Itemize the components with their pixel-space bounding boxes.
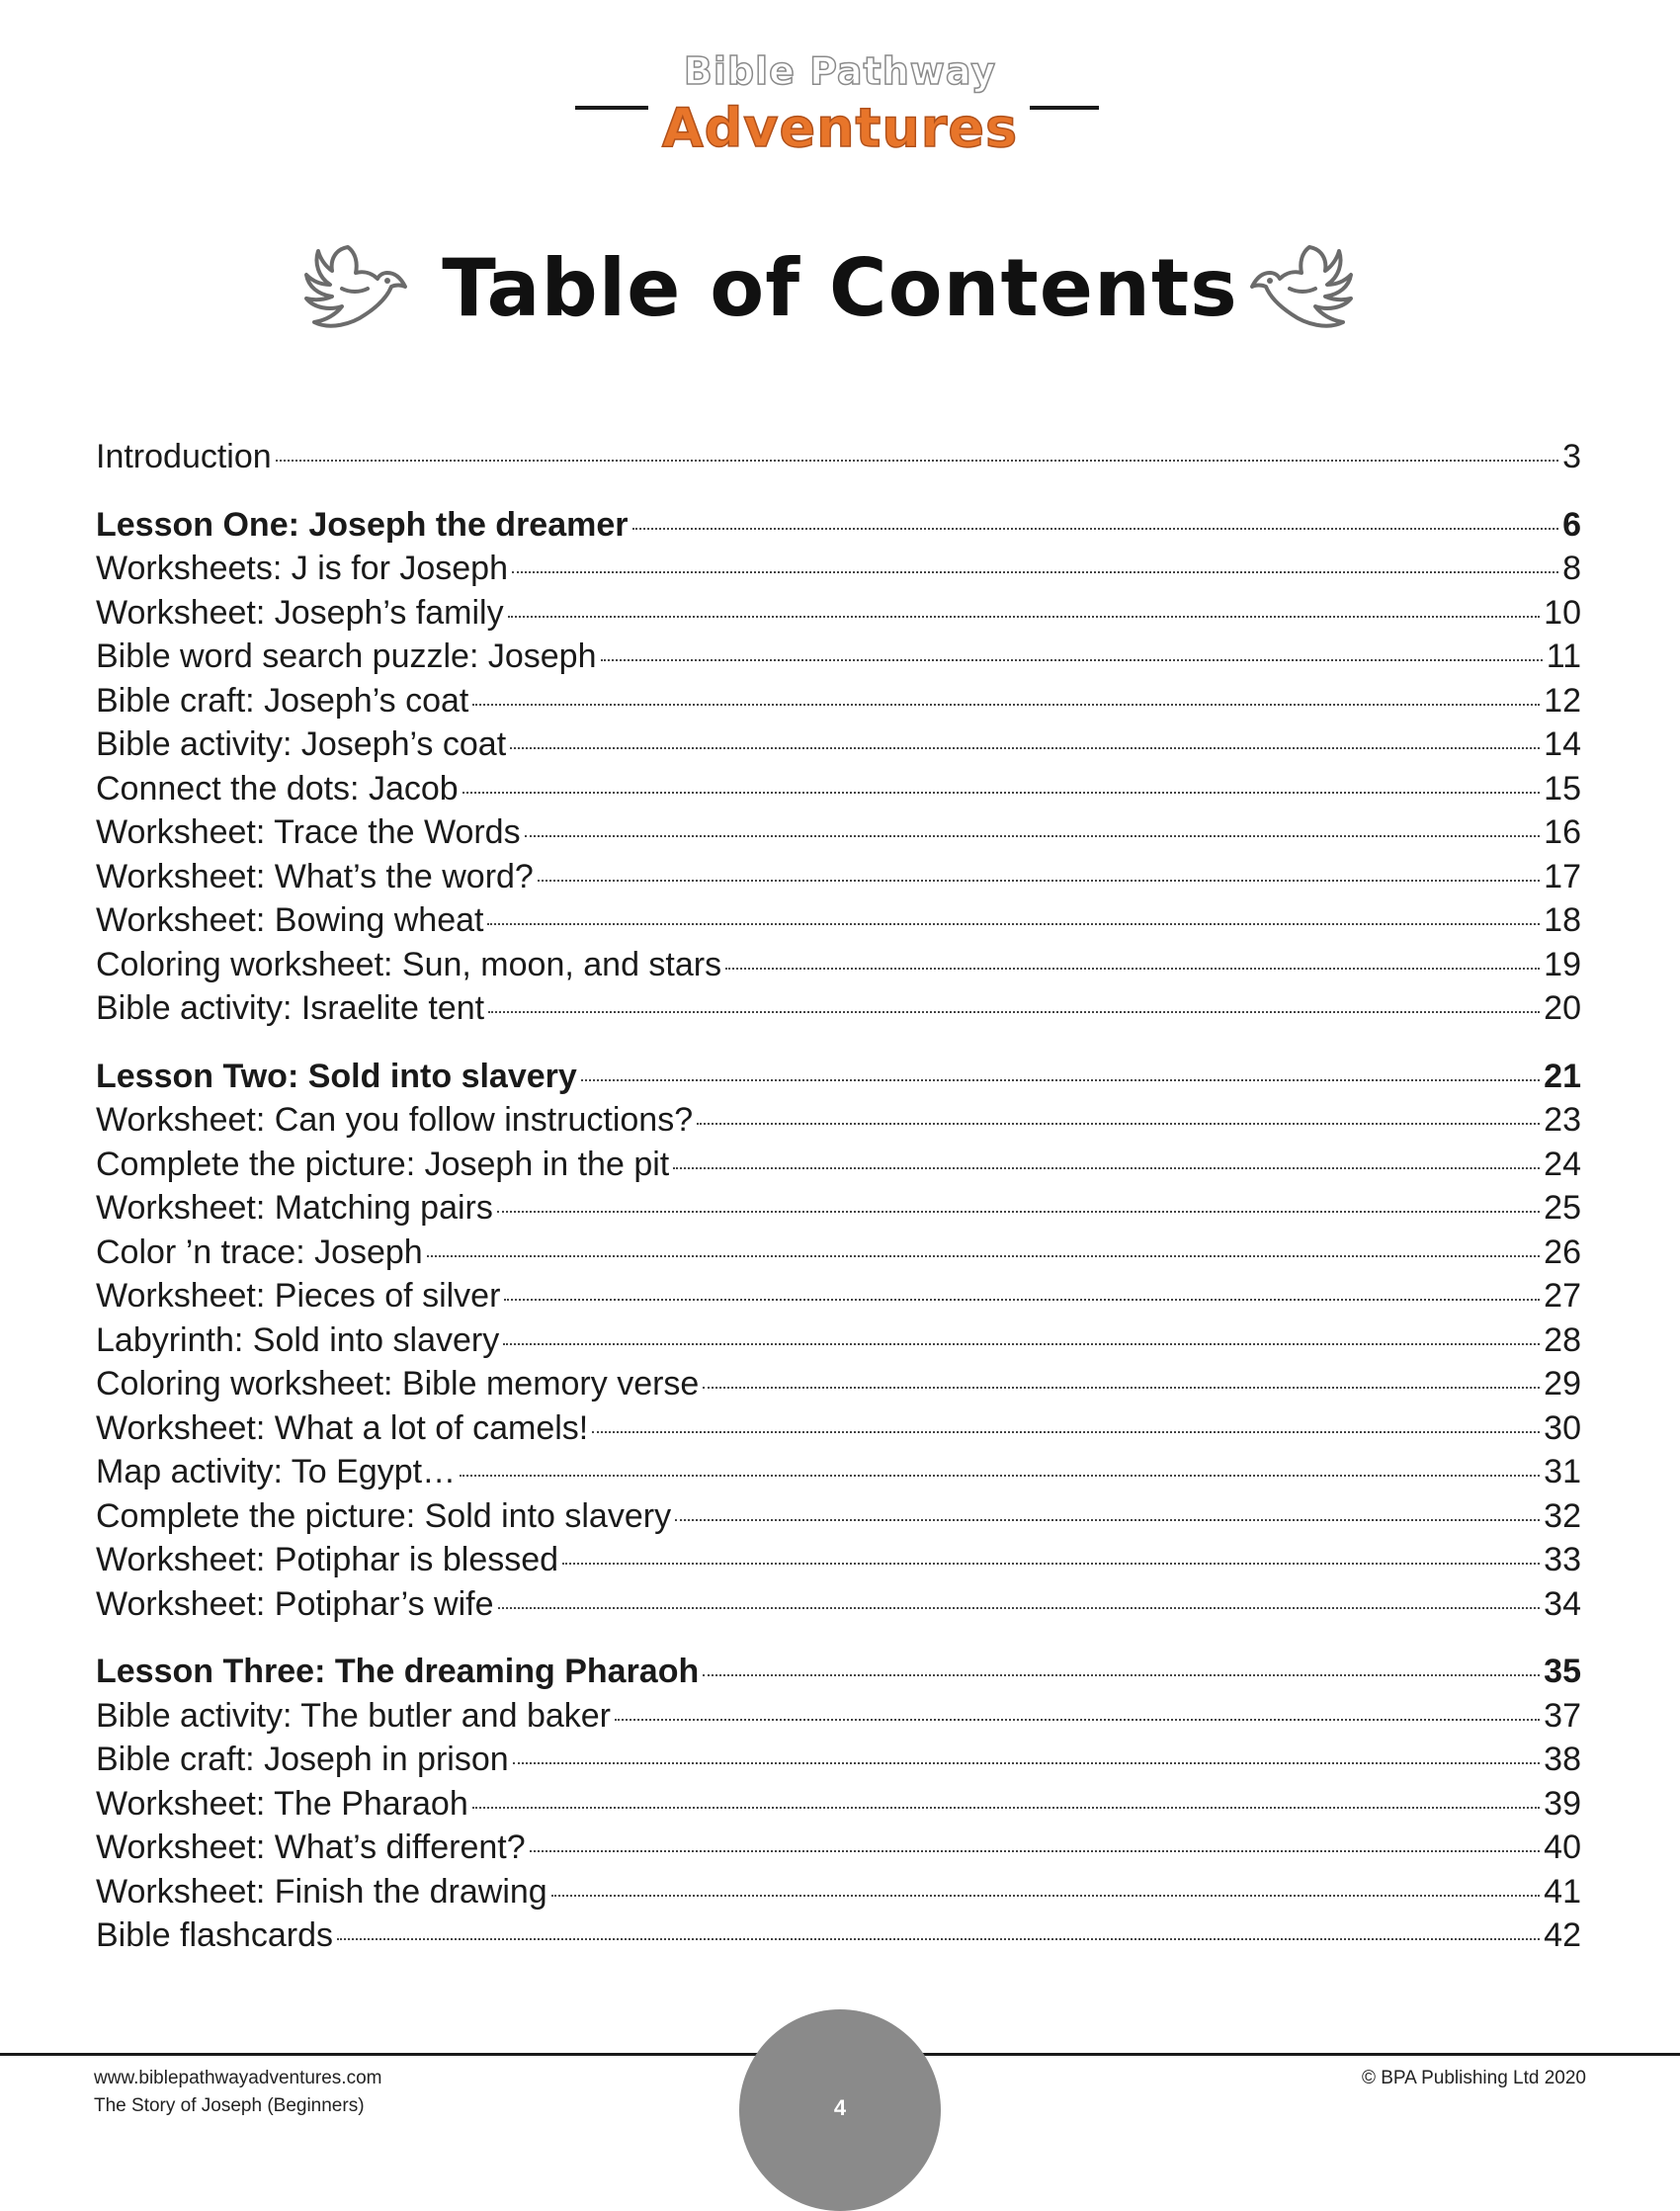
toc-entry-page: 25 bbox=[1544, 1189, 1581, 1227]
toc-entry[interactable] bbox=[96, 1694, 1581, 1739]
toc-entry[interactable] bbox=[96, 855, 1581, 899]
toc-entry[interactable] bbox=[96, 1143, 1581, 1187]
dot-leader bbox=[673, 1167, 1540, 1169]
toc-entry-label: Lesson One: Joseph the dreamer bbox=[96, 505, 629, 544]
toc-entry-label: Worksheet: Trace the Words bbox=[96, 813, 521, 851]
toc-entry-page: 35 bbox=[1544, 1653, 1581, 1690]
footer-website[interactable]: www.biblepathwayadventures.com bbox=[94, 2068, 382, 2088]
toc-entry[interactable] bbox=[96, 1870, 1581, 1914]
dot-leader bbox=[462, 792, 1540, 794]
toc-entry-label: Worksheet: Potiphar is blessed bbox=[96, 1541, 559, 1578]
dot-leader bbox=[508, 616, 1541, 618]
dot-leader bbox=[581, 1079, 1540, 1081]
dot-leader bbox=[601, 659, 1543, 661]
logo-top-text: Bible Pathway bbox=[683, 49, 997, 93]
toc-entry[interactable] bbox=[96, 723, 1581, 767]
toc-entry-label: Worksheet: Pieces of silver bbox=[96, 1277, 501, 1315]
toc-entry-page: 37 bbox=[1544, 1696, 1581, 1735]
toc-entry-label: Coloring worksheet: Sun, moon, and stars bbox=[96, 945, 722, 983]
toc-entry-page: 11 bbox=[1546, 638, 1581, 675]
toc-entry[interactable] bbox=[96, 1318, 1581, 1363]
dot-leader bbox=[632, 528, 1559, 530]
toc-entry-page: 15 bbox=[1544, 769, 1581, 808]
toc-entry-page: 16 bbox=[1544, 813, 1581, 851]
dot-leader bbox=[510, 747, 1540, 749]
toc-entry-page: 14 bbox=[1544, 725, 1581, 763]
toc-entry-page: 8 bbox=[1562, 550, 1581, 587]
toc-entry[interactable] bbox=[96, 1406, 1581, 1451]
toc-entry-page: 6 bbox=[1562, 505, 1581, 544]
toc-lesson-heading[interactable] bbox=[96, 1650, 1581, 1694]
toc-entry-page: 12 bbox=[1544, 681, 1581, 720]
toc-entry-page: 38 bbox=[1544, 1741, 1581, 1778]
toc-entry[interactable] bbox=[96, 1738, 1581, 1782]
toc-entry-label: Bible word search puzzle: Joseph bbox=[96, 638, 597, 675]
toc-entry-label: Connect the dots: Jacob bbox=[96, 769, 459, 808]
dot-leader bbox=[525, 835, 1541, 837]
dot-leader bbox=[337, 1938, 1540, 1940]
toc-entry-label: Complete the picture: Sold into slavery bbox=[96, 1496, 672, 1535]
toc-entry[interactable] bbox=[96, 1362, 1581, 1406]
dot-leader bbox=[512, 571, 1558, 573]
toc-entry[interactable] bbox=[96, 1538, 1581, 1582]
dot-leader bbox=[487, 923, 1540, 925]
toc-entry-label: Worksheet: Potiphar’s wife bbox=[96, 1584, 494, 1623]
dot-leader bbox=[551, 1895, 1540, 1897]
toc-entry-page: 33 bbox=[1544, 1541, 1581, 1578]
toc-entry[interactable] bbox=[96, 591, 1581, 636]
dot-leader bbox=[504, 1299, 1540, 1301]
toc-entry-page: 21 bbox=[1544, 1057, 1581, 1095]
toc-entry-label: Worksheets: J is for Joseph bbox=[96, 550, 508, 587]
dot-leader bbox=[675, 1519, 1540, 1521]
dot-leader bbox=[530, 1850, 1541, 1852]
toc-entry[interactable] bbox=[96, 1098, 1581, 1143]
toc-entry-label: Lesson Two: Sold into slavery bbox=[96, 1057, 577, 1095]
toc-entry[interactable] bbox=[96, 1782, 1581, 1827]
toc-entry[interactable] bbox=[96, 1231, 1581, 1275]
toc-entry-label: Worksheet: Can you follow instructions? bbox=[96, 1101, 694, 1139]
toc-entry-page: 29 bbox=[1544, 1365, 1581, 1403]
toc-entry-label: Worksheet: What a lot of camels! bbox=[96, 1408, 589, 1447]
dot-leader bbox=[562, 1563, 1540, 1565]
toc-entry-page: 17 bbox=[1544, 857, 1581, 895]
table-of-contents bbox=[96, 435, 1581, 1958]
dot-leader bbox=[538, 880, 1540, 882]
toc-entry-page: 28 bbox=[1544, 1320, 1581, 1359]
toc-entry-label: Complete the picture: Joseph in the pit bbox=[96, 1145, 670, 1183]
toc-entry[interactable] bbox=[96, 1582, 1581, 1627]
toc-entry-page: 40 bbox=[1544, 1828, 1581, 1866]
toc-entry[interactable] bbox=[96, 810, 1581, 855]
toc-entry-page: 42 bbox=[1544, 1916, 1581, 1954]
dot-leader bbox=[615, 1719, 1540, 1721]
toc-entry-page: 23 bbox=[1544, 1101, 1581, 1139]
toc-entry-label: Worksheet: Finish the drawing bbox=[96, 1872, 547, 1911]
toc-entry[interactable] bbox=[96, 679, 1581, 723]
toc-entry-page: 32 bbox=[1544, 1496, 1581, 1535]
toc-entry-label: Introduction bbox=[96, 438, 272, 475]
toc-entry-label: Bible craft: Joseph in prison bbox=[96, 1741, 509, 1778]
toc-entry-label: Color ’n trace: Joseph bbox=[96, 1233, 423, 1271]
toc-entry-label: Worksheet: Bowing wheat bbox=[96, 901, 484, 939]
toc-entry-label: Worksheet: What’s the word? bbox=[96, 857, 534, 895]
toc-entry-page: 20 bbox=[1544, 989, 1581, 1027]
dot-leader bbox=[472, 1807, 1540, 1809]
dot-leader bbox=[503, 1343, 1540, 1345]
toc-entry-label: Bible activity: Israelite tent bbox=[96, 989, 485, 1027]
toc-entry-page: 39 bbox=[1544, 1784, 1581, 1823]
dot-leader bbox=[497, 1211, 1540, 1213]
footer-book-title: The Story of Joseph (Beginners) bbox=[94, 2095, 365, 2116]
toc-entry-label: Map activity: To Egypt… bbox=[96, 1453, 457, 1490]
logo-main-text: Adventures bbox=[661, 97, 1019, 159]
dot-leader bbox=[460, 1475, 1540, 1477]
toc-entry[interactable] bbox=[96, 1826, 1581, 1870]
toc-entry-page: 41 bbox=[1544, 1872, 1581, 1911]
toc-entry[interactable] bbox=[96, 898, 1581, 943]
dot-leader bbox=[725, 968, 1540, 970]
page-title: Table of Contents bbox=[442, 242, 1238, 334]
toc-entry[interactable] bbox=[96, 1913, 1581, 1958]
toc-entry-label: Bible activity: Joseph’s coat bbox=[96, 725, 507, 763]
toc-entry[interactable] bbox=[96, 1494, 1581, 1539]
dot-leader bbox=[427, 1255, 1540, 1257]
dot-leader bbox=[488, 1011, 1540, 1013]
toc-entry[interactable] bbox=[96, 1450, 1581, 1494]
toc-entry[interactable] bbox=[96, 435, 1581, 479]
toc-entry-page: 30 bbox=[1544, 1408, 1581, 1447]
dot-leader bbox=[472, 704, 1540, 706]
toc-entry-page: 10 bbox=[1544, 593, 1581, 632]
dot-leader bbox=[592, 1431, 1540, 1433]
footer-copyright: © BPA Publishing Ltd 2020 bbox=[1361, 2068, 1586, 2088]
toc-lesson-heading[interactable] bbox=[96, 1055, 1581, 1099]
toc-entry[interactable] bbox=[96, 943, 1581, 987]
toc-entry[interactable] bbox=[96, 547, 1581, 591]
toc-entry[interactable] bbox=[96, 1186, 1581, 1231]
dot-leader bbox=[513, 1762, 1541, 1764]
toc-entry-page: 3 bbox=[1562, 438, 1581, 475]
toc-entry-label: Worksheet: The Pharaoh bbox=[96, 1784, 468, 1823]
toc-lesson-heading[interactable] bbox=[96, 503, 1581, 548]
dot-leader bbox=[697, 1123, 1540, 1125]
toc-entry-page: 31 bbox=[1544, 1453, 1581, 1490]
footer-left bbox=[94, 2065, 382, 2120]
toc-entry-page: 27 bbox=[1544, 1277, 1581, 1315]
toc-entry-label: Bible flashcards bbox=[96, 1916, 334, 1954]
page-number: 4 bbox=[833, 2095, 847, 2120]
dot-leader bbox=[498, 1607, 1541, 1609]
toc-entry[interactable] bbox=[96, 1274, 1581, 1318]
toc-entry-page: 18 bbox=[1544, 901, 1581, 939]
dove-icon bbox=[1247, 229, 1361, 348]
dot-leader bbox=[703, 1674, 1540, 1676]
toc-entry-label: Lesson Three: The dreaming Pharaoh bbox=[96, 1653, 700, 1690]
toc-entry-page: 26 bbox=[1544, 1233, 1581, 1271]
toc-entry-label: Worksheet: Joseph’s family bbox=[96, 593, 504, 632]
toc-entry-page: 19 bbox=[1544, 945, 1581, 983]
toc-entry-label: Bible activity: The butler and baker bbox=[96, 1696, 611, 1735]
toc-entry-label: Labyrinth: Sold into slavery bbox=[96, 1320, 500, 1359]
dot-leader bbox=[276, 460, 1558, 462]
toc-entry-label: Bible craft: Joseph’s coat bbox=[96, 681, 469, 720]
toc-entry[interactable] bbox=[96, 986, 1581, 1031]
toc-entry-label: Worksheet: What’s different? bbox=[96, 1828, 526, 1866]
toc-entry-page: 24 bbox=[1544, 1145, 1581, 1183]
toc-entry-label: Worksheet: Matching pairs bbox=[96, 1189, 493, 1227]
toc-entry-label: Coloring worksheet: Bible memory verse bbox=[96, 1365, 700, 1403]
dot-leader bbox=[703, 1387, 1540, 1389]
toc-entry-page: 34 bbox=[1544, 1584, 1581, 1623]
toc-entry[interactable] bbox=[96, 635, 1581, 679]
toc-entry[interactable] bbox=[96, 767, 1581, 811]
